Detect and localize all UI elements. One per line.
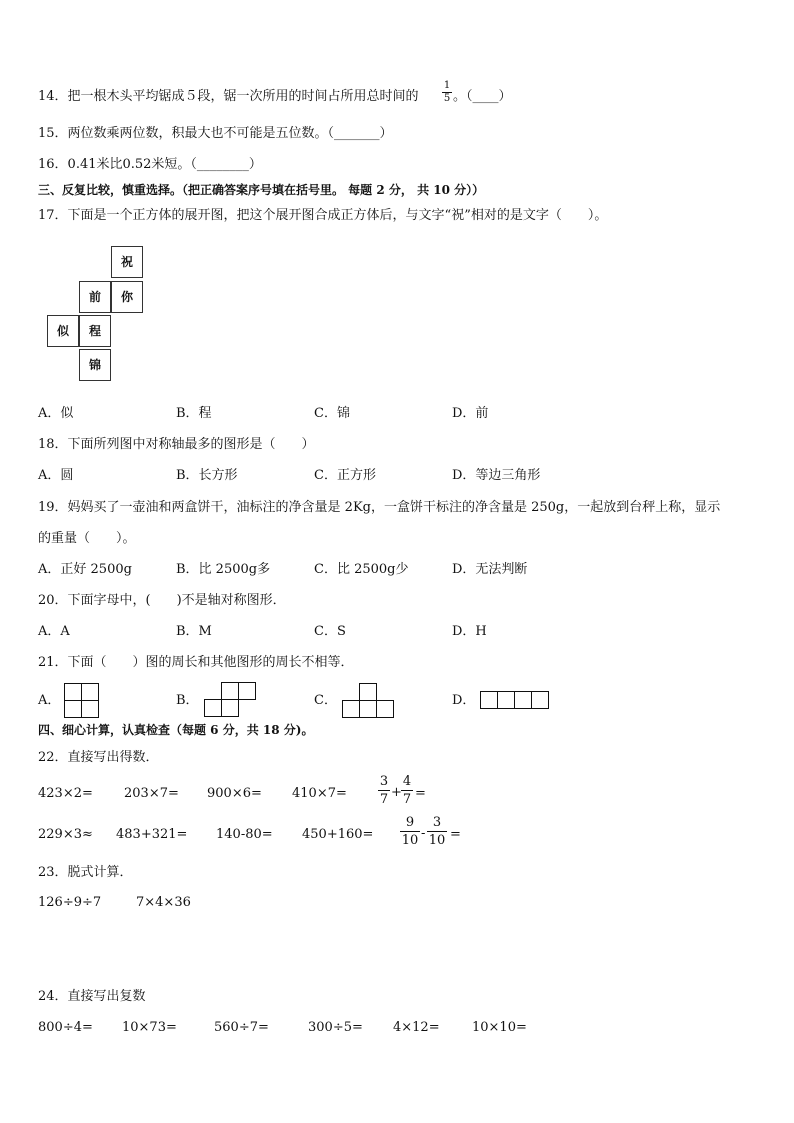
q18-option-b[interactable]: B．长方形 bbox=[176, 468, 238, 483]
q18-option-a[interactable]: A．圆 bbox=[38, 468, 74, 483]
net-cell-zhu: 祝 bbox=[111, 246, 143, 278]
fraction: 3 10 bbox=[428, 815, 446, 848]
q15-text: 15．两位数乘两位数，积最大也不可能是五位数。（_______） bbox=[38, 126, 393, 141]
fraction: 3 7 bbox=[379, 774, 389, 807]
q17-option-a[interactable]: A．似 bbox=[38, 406, 74, 421]
q18-option-c[interactable]: C．正方形 bbox=[314, 468, 376, 483]
q24-item: 10×10= bbox=[472, 1020, 527, 1035]
q24-item: 10×73= bbox=[122, 1020, 177, 1035]
q14-text-a: 14．把一根木头平均锯成５段，锯一次所用的时间占所用总时间的 bbox=[38, 89, 419, 104]
q14-line bbox=[38, 88, 419, 106]
q24-item: 4×12= bbox=[393, 1020, 440, 1035]
q19-stem-line2: 的重量（ ）。 bbox=[38, 531, 136, 546]
q22-item: 423×2= bbox=[38, 786, 93, 801]
q21-option-b[interactable]: B． bbox=[176, 693, 199, 708]
q24-item: 300÷5= bbox=[308, 1020, 363, 1035]
section-3-heading: 三、反复比较，慎重选择。（把正确答案序号填在括号里。 每题 2 分， 共 10 分）） bbox=[38, 183, 485, 197]
q16-text: 16．0.41米比0.52米短。（________） bbox=[38, 157, 262, 172]
q19-option-d[interactable]: D．无法判断 bbox=[452, 562, 528, 577]
net-cell-ni: 你 bbox=[111, 281, 143, 313]
q20-option-d[interactable]: D．H bbox=[452, 624, 487, 639]
q20-option-a[interactable]: A．A bbox=[38, 624, 70, 639]
q22-item: 229×3≈ bbox=[38, 827, 93, 842]
q22-item: 483+321= bbox=[116, 827, 188, 842]
q21-stem: 21．下面（ ）图的周长和其他图形的周长不相等． bbox=[38, 655, 354, 670]
q22-stem: 22．直接写出得数． bbox=[38, 750, 159, 765]
q18-stem: 18．下面所列图中对称轴最多的图形是（ ） bbox=[38, 437, 315, 452]
fraction: 4 7 bbox=[402, 774, 412, 807]
q22-item: 450+160= bbox=[302, 827, 374, 842]
q19-option-c[interactable]: C．比 2500g少 bbox=[314, 562, 409, 577]
q23-stem: 23．脱式计算． bbox=[38, 865, 133, 880]
net-cell-qian: 前 bbox=[79, 281, 111, 313]
q21-option-d[interactable]: D． bbox=[452, 693, 476, 708]
q19-stem-line1: 19．妈妈买了一壶油和两盒饼干，油标注的净含量是 2Kg，一盒饼干标注的净含量是 250g，一起放到台秤上称，显示 bbox=[38, 500, 721, 515]
q17-option-c[interactable]: C．锦 bbox=[314, 406, 350, 421]
q24-item: 560÷7= bbox=[214, 1020, 269, 1035]
q19-option-b[interactable]: B．比 2500g多 bbox=[176, 562, 271, 577]
q22-item: 140-80= bbox=[216, 827, 273, 842]
q18-option-d[interactable]: D．等边三角形 bbox=[452, 468, 541, 483]
q19-option-a[interactable]: A．正好 2500g bbox=[38, 562, 132, 577]
net-cell-si: 似 bbox=[47, 315, 79, 347]
q17-option-b[interactable]: B．程 bbox=[176, 406, 212, 421]
q20-option-b[interactable]: B．M bbox=[176, 624, 212, 639]
q20-stem: 20．下面字母中，( )不是轴对称图形． bbox=[38, 593, 286, 608]
q14-frac-den: 5 bbox=[443, 93, 451, 104]
q14-text-b: 。（____） bbox=[453, 89, 512, 104]
q21-option-c[interactable]: C． bbox=[314, 693, 337, 708]
q14-fraction bbox=[442, 81, 452, 104]
q21-option-a[interactable]: A． bbox=[38, 693, 61, 708]
q24-stem: 24．直接写出复数 bbox=[38, 989, 146, 1004]
net-cell-jin: 锦 bbox=[79, 349, 111, 381]
q17-option-d[interactable]: D．前 bbox=[452, 406, 489, 421]
fraction: 9 10 bbox=[401, 815, 419, 848]
q22-item: 203×7= bbox=[124, 786, 179, 801]
q23-item: 7×4×36 bbox=[136, 895, 191, 910]
q17-stem: 17．下面是一个正方体的展开图，把这个展开图合成正方体后，与文字“祝”相对的是文字（ ）。 bbox=[38, 208, 608, 223]
net-cell-cheng: 程 bbox=[79, 315, 111, 347]
q22-item: 410×7= bbox=[292, 786, 347, 801]
q20-option-c[interactable]: C．S bbox=[314, 624, 346, 639]
q23-item: 126÷9÷7 bbox=[38, 895, 102, 910]
q22-item: 900×6= bbox=[207, 786, 262, 801]
q14-frac-num: 1 bbox=[443, 80, 451, 91]
q24-item: 800÷4= bbox=[38, 1020, 93, 1035]
section-4-heading: 四、细心计算，认真检查（每题 6 分，共 18 分)。 bbox=[38, 723, 314, 737]
